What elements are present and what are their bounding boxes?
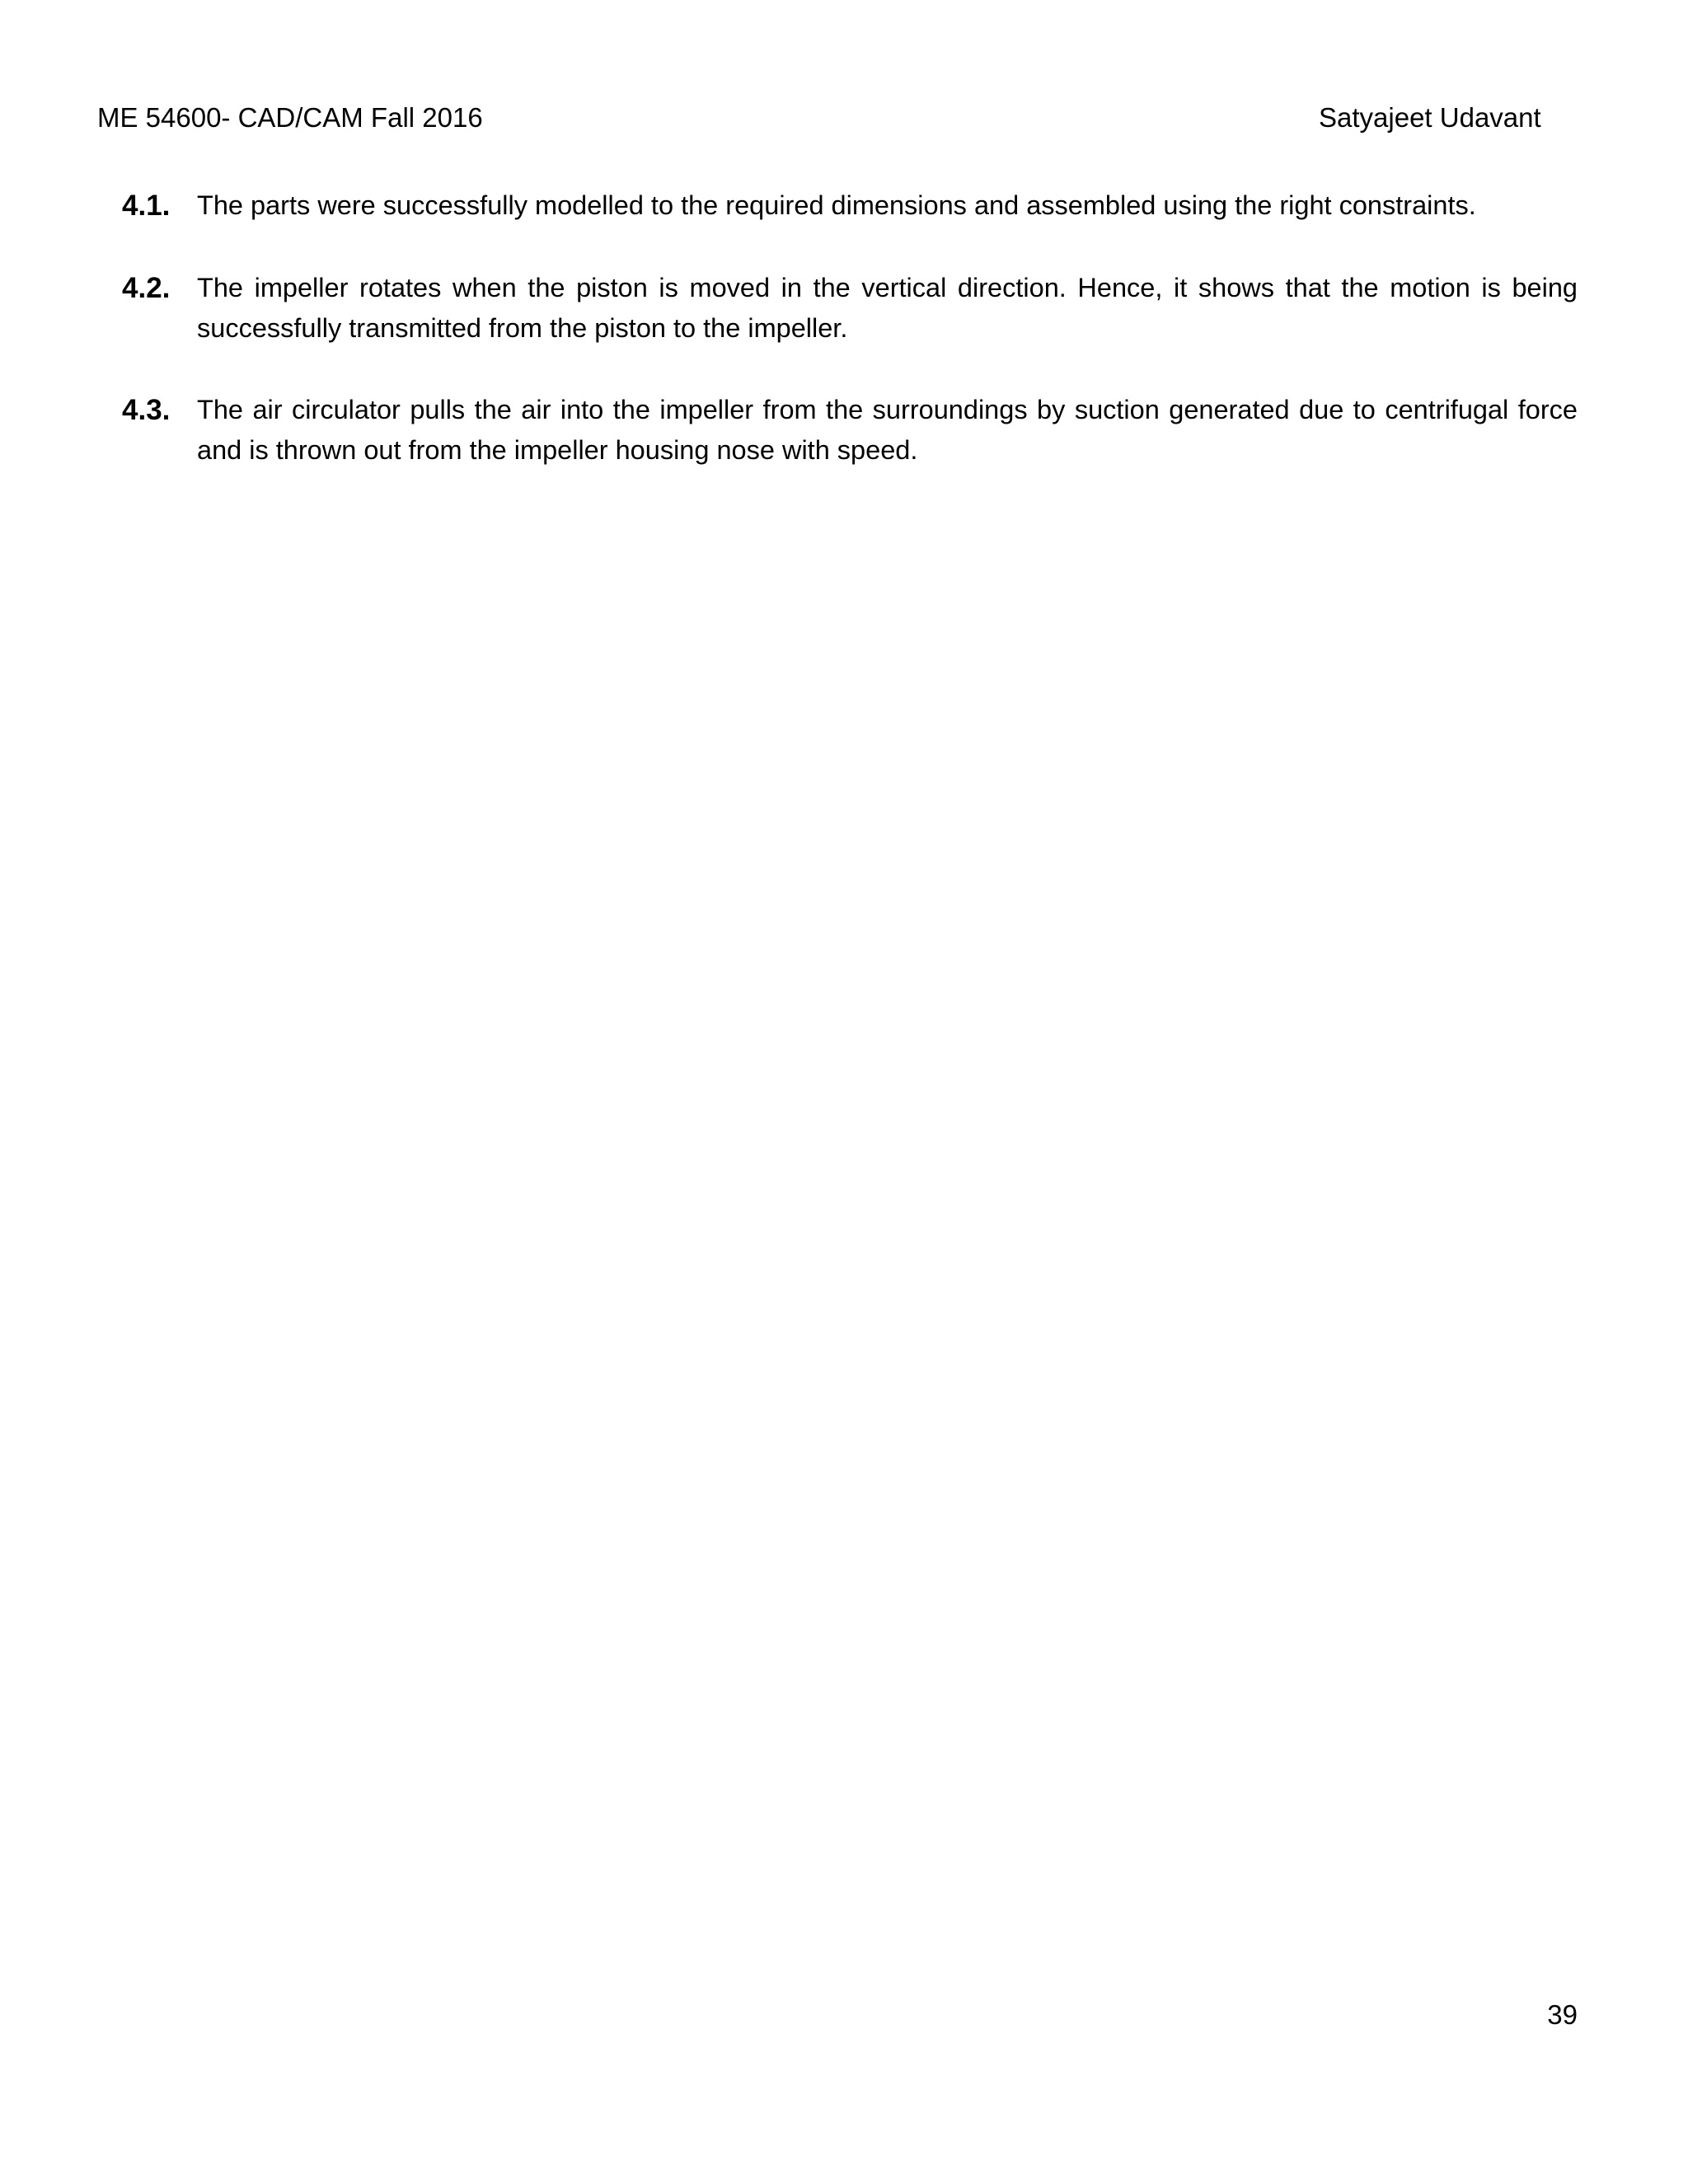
list-item (122, 268, 1578, 349)
item-text: The air circulator pulls the air into the impeller from the surroundings by suction generated due to centrifugal force and is thrown out from the impeller housing nose with speed. (197, 395, 1578, 465)
list-item (122, 390, 1578, 471)
header-course: ME 54600- CAD/CAM Fall 2016 (97, 102, 483, 133)
conclusion-list (122, 185, 1578, 512)
list-item (122, 185, 1578, 227)
item-number: 4.1. (122, 190, 171, 222)
page-number: 39 (1547, 1999, 1578, 2030)
item-text: The impeller rotates when the piston is moved in the vertical direction. Hence, it shows that the motion is being successfully transmitted from the piston to the impeller. (197, 273, 1578, 343)
item-number: 4.2. (122, 272, 171, 304)
item-text: The parts were successfully modelled to the required dimensions and assembled using the right constraints. (197, 190, 1476, 220)
item-number: 4.3. (122, 394, 171, 426)
header-author: Satyajeet Udavant (1319, 102, 1541, 133)
